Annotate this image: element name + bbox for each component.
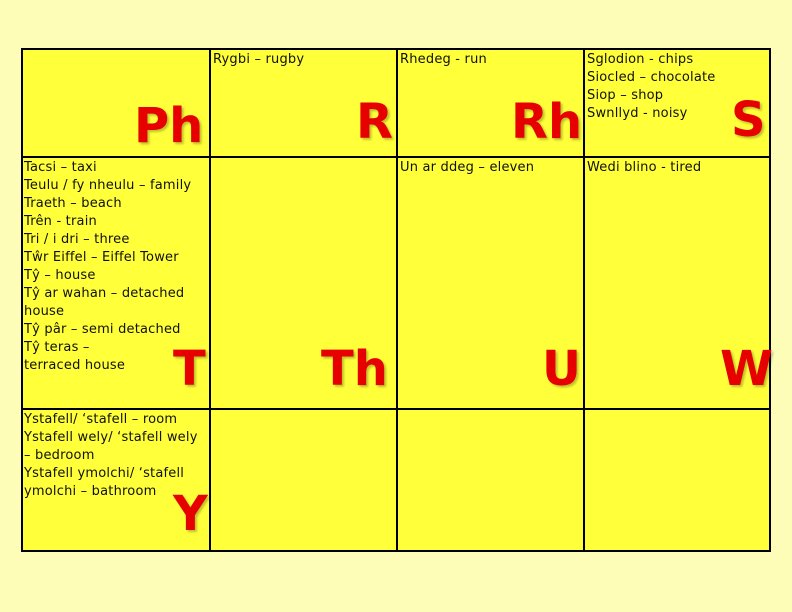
letter-y: Y: [173, 486, 208, 542]
cell-s-text: Sglodion - chips Siocled – chocolate Siop – shop Swnllyd - noisy: [587, 52, 716, 121]
cell-y-text: Ystafell/ ‘stafell – room Ystafell wely/ ‘stafell wely – bedroom Ystafell ymolchi/ ‘stafell ymolchi – bathroom: [24, 412, 198, 499]
cell-w-text: Wedi blino - tired: [587, 160, 702, 175]
letter-th: Th: [321, 341, 388, 397]
grid-divider: [209, 50, 211, 550]
cell-rh-text: Rhedeg - run: [400, 52, 487, 67]
grid-divider: [23, 408, 769, 410]
letter-ph: Ph: [134, 98, 204, 154]
letter-u: U: [542, 341, 581, 397]
letter-r: R: [356, 94, 393, 150]
cell-r-text: Rygbi – rugby: [213, 52, 305, 67]
letter-rh: Rh: [511, 94, 583, 150]
cell-u-text: Un ar ddeg – eleven: [400, 160, 535, 175]
cell-t-text: Tacsi – taxi Teulu / fy nheulu – family Traeth – beach Trên - train Tri / i dri – three Tŵr Eiffel – Eiffel Tower Tŷ – house Tŷ ar wahan – detached house Tŷ pâr – semi detached Tŷ teras – terraced house: [24, 160, 192, 373]
letter-w: W: [720, 341, 773, 397]
letter-s: S: [731, 92, 766, 148]
letter-t: T: [173, 341, 206, 397]
grid-divider: [583, 50, 585, 550]
phonics-grid: [21, 48, 771, 552]
grid-divider: [23, 156, 769, 158]
grid-divider: [396, 50, 398, 550]
